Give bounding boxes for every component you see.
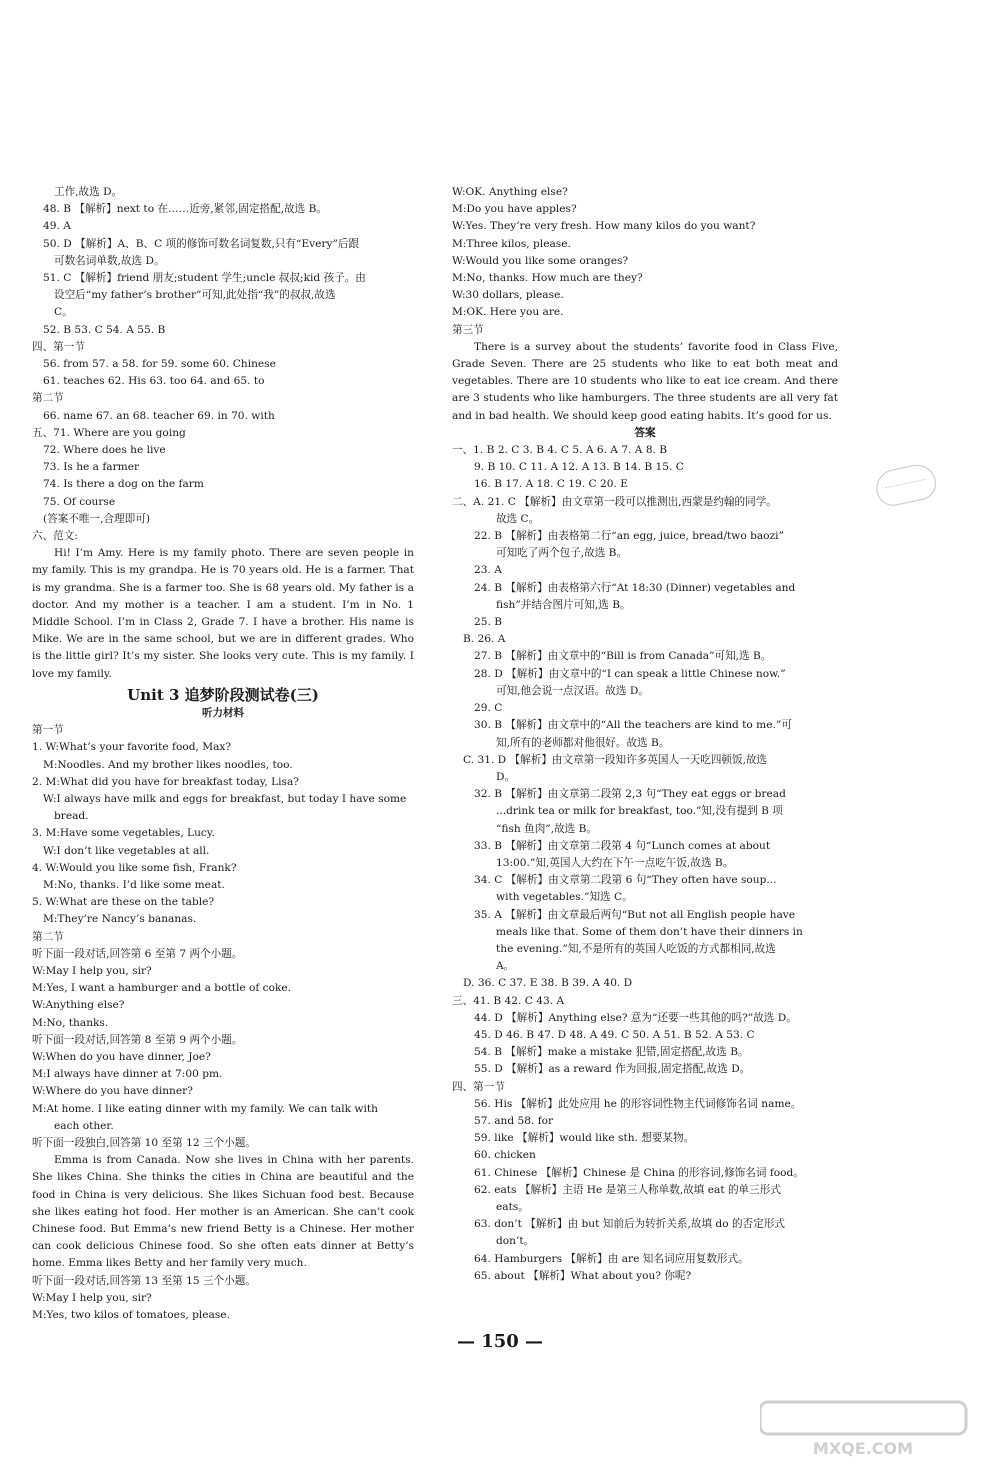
text-line: 74. Is there a dog on the farm	[43, 478, 204, 491]
text-line: with vegetables.”知选 C。	[496, 891, 633, 904]
text-line: 可知,他会说一点汉语。故选 D。	[496, 684, 649, 697]
text-line: 51. C 【解析】friend 朋友;student 学生;uncle 叔叔;kid 孩子。由	[43, 272, 366, 285]
left-column	[32, 184, 414, 1324]
text-line: W:30 dollars, please.	[452, 289, 564, 302]
text-line: 听下面一段对话,回答第 6 至第 7 两个小题。	[32, 947, 243, 960]
text-line: 27. B 【解析】由文章中的“Bill is from Canada”可知,选 B。	[474, 650, 772, 663]
text-line: 57. and 58. for	[474, 1114, 554, 1127]
text-line: W:Would you like some oranges?	[452, 254, 629, 267]
listening-title: 听力材料	[202, 706, 244, 719]
text-line: M:I always have dinner at 7:00 pm.	[32, 1068, 223, 1081]
text-line: 23. A	[474, 564, 502, 577]
text-line: 1. W:What’s your favorite food, Max?	[32, 741, 232, 754]
page-number: — 150 —	[456, 1331, 544, 1352]
essay-body: Hi! I’m Amy. Here is my family photo. There are seven people in my family. This is my grandpa. He is 70 years old. He is a farmer. That is my grandma. She is a farmer too. She is 68 years old. My father is a doctor. And my mother is a teacher. I am a student. I’m in No. 1 Middle School. I’m in Class 2, Grade 7. I have a brother. His name is Mike. We are in the same school, but we are in different grades. Who is the little girl? It’s my sister. She looks very cute. This is my family. I love my family.	[32, 547, 414, 680]
text-line: 六、范文:	[32, 530, 78, 543]
text-line: W:May I help you, sir?	[32, 964, 152, 977]
text-line: 48. B 【解析】next to 在……近旁,紧邻,固定搭配,故选 B。	[43, 203, 328, 216]
text-line: 第二节	[32, 392, 64, 405]
text-line: 34. C 【解析】由文章第二段第 6 句“They often have soup...	[474, 874, 777, 887]
text-line: M:No, thanks. How much are they?	[452, 272, 643, 285]
text-line: M:Three kilos, please.	[452, 237, 571, 250]
text-line: 65. about 【解析】What about you? 你呢?	[474, 1269, 692, 1282]
emma-monologue: Emma is from Canada. Now she lives in China with her parents. She likes China. She thinks the cities in China are beautiful and the food in China is very delicious. She likes Sichuan food best. Because she likes eating hot food. Her mother is an American. She can’t cook Chinese food. But Emma’s new friend Betty is a Chinese. Her mother can cook delicious Chinese food. So she often eats dinner at Betty’s home. Emma likes Betty and her family very much.	[32, 1154, 414, 1270]
text-line: 72. Where does he live	[43, 444, 166, 457]
text-line: 二、A. 21. C 【解析】由文章第一段可以推测出,西蒙是约翰的同学。	[452, 495, 777, 508]
text-line: each other.	[54, 1119, 114, 1132]
text-line: 56. from 57. a 58. for 59. some 60. Chinese	[43, 358, 276, 371]
text-line: W:OK. Anything else?	[452, 186, 568, 198]
right-column	[452, 184, 838, 1285]
text-line: eats。	[496, 1200, 529, 1213]
survey-passage: There is a survey about the students’ favorite food in Class Five, Grade Seven. There are 25 students who like to eat both meat and vegetables. There are 10 students who like to eat ice cream. And there are 3 students who like hamburgers. The three students are all very fat and in bad health. We should keep good eating habits. It’s good for us.	[452, 340, 838, 422]
text-line: M:No, thanks.	[32, 1016, 109, 1029]
text-line: 三、41. B 42. C 43. A	[452, 994, 565, 1007]
text-line: W:Anything else?	[32, 999, 125, 1012]
text-line: 可数名词单数,故选 D。	[54, 254, 165, 267]
text-line: 4. W:Would you like some fish, Frank?	[32, 861, 237, 874]
text-line: 24. B 【解析】由表格第六行“At 18:30 (Dinner) vegetables and	[474, 581, 796, 594]
text-line: 35. A 【解析】由文章最后两句“But not all English people have	[474, 908, 796, 921]
text-line: 60. chicken	[474, 1149, 536, 1162]
text-line: 61. teaches 62. His 63. too 64. and 65. to	[43, 375, 265, 388]
text-line: M:Noodles. And my brother likes noodles, too.	[43, 758, 293, 771]
text-line: D。	[496, 770, 516, 783]
text-line: 66. name 67. an 68. teacher 69. in 70. with	[43, 409, 275, 422]
text-line: 55. D 【解析】as a reward 作为回报,固定搭配,故选 D。	[474, 1063, 751, 1076]
text-line: 16. B 17. A 18. C 19. C 20. E	[474, 478, 628, 491]
text-line: 49. A	[43, 220, 71, 233]
stamp-mark	[873, 461, 939, 509]
text-line: 44. D 【解析】Anything else? 意为“还要一些其他的吗?”故选 D。	[474, 1011, 797, 1024]
text-line: M:At home. I like eating dinner with my family. We can talk with	[32, 1102, 378, 1115]
text-line: 13:00.”知,英国人大约在下午一点吃午饭,故选 B。	[496, 856, 734, 869]
text-line: 听下面一段独白,回答第 10 至第 12 三个小题。	[32, 1136, 256, 1149]
text-line: 设空后“my father’s brother”可知,此处指“我”的叔叔,故选	[54, 289, 336, 302]
text-line: 73. Is he a farmer	[43, 461, 140, 474]
text-line: 63. don’t 【解析】由 but 知前后为转折关系,故填 do 的否定形式	[474, 1218, 785, 1231]
watermark-logo	[760, 1398, 980, 1458]
text-line: 3. M:Have some vegetables, Lucy.	[32, 827, 215, 840]
text-line: 75. Of course	[43, 495, 116, 508]
text-line: 五、71. Where are you going	[32, 426, 186, 439]
text-line: 56. His 【解析】此处应用 he 的形容词性物主代词修饰名词 name。	[474, 1097, 802, 1110]
text-line: 54. B 【解析】make a mistake 犯错,固定搭配,故选 B。	[474, 1046, 749, 1059]
unit-title: Unit 3 追梦阶段测试卷(三)	[127, 685, 319, 704]
text-line: 可知吃了两个包子,故选 B。	[496, 547, 628, 560]
text-line: 50. D 【解析】A、B、C 项的修饰可数名词复数,只有“Every”后跟	[43, 237, 360, 250]
text-line: M:Yes, I want a hamburger and a bottle of coke.	[32, 982, 292, 995]
text-line: C. 31. D 【解析】由文章第一段知许多英国人一天吃四顿饭,故选	[463, 753, 768, 766]
text-line: 听下面一段对话,回答第 8 至第 9 两个小题。	[32, 1033, 243, 1046]
text-line: 22. B 【解析】由表格第二行“an egg, juice, bread/two baozi”	[474, 530, 784, 543]
text-line: 45. D 46. B 47. D 48. A 49. C 50. A 51. B 52. A 53. C	[474, 1028, 755, 1041]
text-line: W:I don’t like vegetables at all.	[43, 844, 210, 857]
text-line: W:I always have milk and eggs for breakfast, but today I have some	[43, 792, 407, 805]
text-line: the evening.”知,不是所有的英国人吃饭的方式都相同,故选	[496, 942, 776, 955]
text-line: 第三节	[452, 323, 484, 336]
text-line: M:OK. Here you are.	[452, 306, 564, 319]
text-line: A。	[496, 960, 515, 973]
text-line: B. 26. A	[463, 633, 506, 646]
text-line: 听下面一段对话,回答第 13 至第 15 三个小题。	[32, 1274, 256, 1287]
text-line: 9. B 10. C 11. A 12. A 13. B 14. B 15. C	[474, 461, 684, 474]
text-line: 32. B 【解析】由文章第二段第 2,3 句“They eat eggs or bread	[474, 788, 786, 801]
text-line: 四、第一节	[32, 340, 85, 353]
text-line: M:Do you have apples?	[452, 203, 577, 216]
text-line: 一、1. B 2. C 3. B 4. C 5. A 6. A 7. A 8. B	[452, 444, 668, 457]
text-line: don’t。	[496, 1235, 535, 1248]
text-line: M:No, thanks. I’d like some meat.	[43, 878, 225, 891]
text-line: M:Yes, two kilos of tomatoes, please.	[32, 1309, 230, 1321]
answer-lines	[452, 442, 838, 1285]
listening-lines	[32, 722, 414, 1152]
text-line: 四、第一节	[452, 1080, 505, 1093]
text-line: D. 36. C 37. E 38. B 39. A 40. D	[463, 977, 633, 990]
text-line: 29. C	[474, 702, 503, 715]
text-line: C。	[54, 306, 73, 319]
answers-title: 答案	[634, 426, 656, 439]
text-line: (答案不唯一,合理即可)	[43, 512, 150, 525]
text-line: W:May I help you, sir?	[32, 1291, 152, 1304]
text-line: 28. D 【解析】由文章中的“I can speak a little Chinese now.”	[474, 667, 786, 680]
text-line: 5. W:What are these on the table?	[32, 896, 215, 909]
text-line: 62. eats 【解析】主语 He 是第三人称单数,故填 eat 的单三形式	[474, 1183, 781, 1196]
text-line: 工作,故选 D。	[54, 186, 123, 198]
text-line: bread.	[54, 810, 89, 823]
text-line: W:When do you have dinner, Joe?	[32, 1050, 211, 1063]
text-line: 59. like 【解析】would like sth. 想要某物。	[474, 1132, 695, 1145]
text-line: 第一节	[32, 724, 64, 737]
watermark-text: MXQE.COM	[812, 1439, 914, 1458]
text-line: 30. B 【解析】由文章中的“All the teachers are kind to me.”可	[474, 719, 792, 732]
text-line: 61. Chinese 【解析】Chinese 是 China 的形容词,修饰名词 food。	[474, 1166, 804, 1179]
text-line: 故选 C。	[496, 512, 540, 525]
text-line: 第二节	[32, 930, 64, 943]
text-line: meals like that. Some of them don’t have their dinners in	[496, 925, 803, 938]
text-line: 33. B 【解析】由文章第二段第 4 句“Lunch comes at about	[474, 839, 771, 852]
right-lines	[452, 184, 838, 339]
text-line: W:Where do you have dinner?	[32, 1085, 193, 1098]
text-line: “fish 鱼肉”,故选 B。	[496, 822, 598, 835]
text-line: 52. B 53. C 54. A 55. B	[43, 323, 166, 336]
text-line: fish”并结合图片可知,选 B。	[496, 598, 631, 611]
left-lines	[32, 184, 414, 545]
text-line: 2. M:What did you have for breakfast today, Lisa?	[32, 775, 299, 788]
text-line: 25. B	[474, 616, 502, 629]
text-line: ...drink tea or milk for breakfast, too.”知,没有提到 B 项	[496, 805, 783, 818]
text-line: 知,所有的老师都对他很好。故选 B。	[496, 736, 670, 749]
text-line: M:They’re Nancy’s bananas.	[43, 913, 197, 926]
left-tail-lines	[32, 1273, 414, 1325]
text-line: 64. Hamburgers 【解析】由 are 知名词应用复数形式。	[474, 1252, 749, 1265]
text-line: W:Yes. They’re very fresh. How many kilos do you want?	[452, 220, 756, 233]
